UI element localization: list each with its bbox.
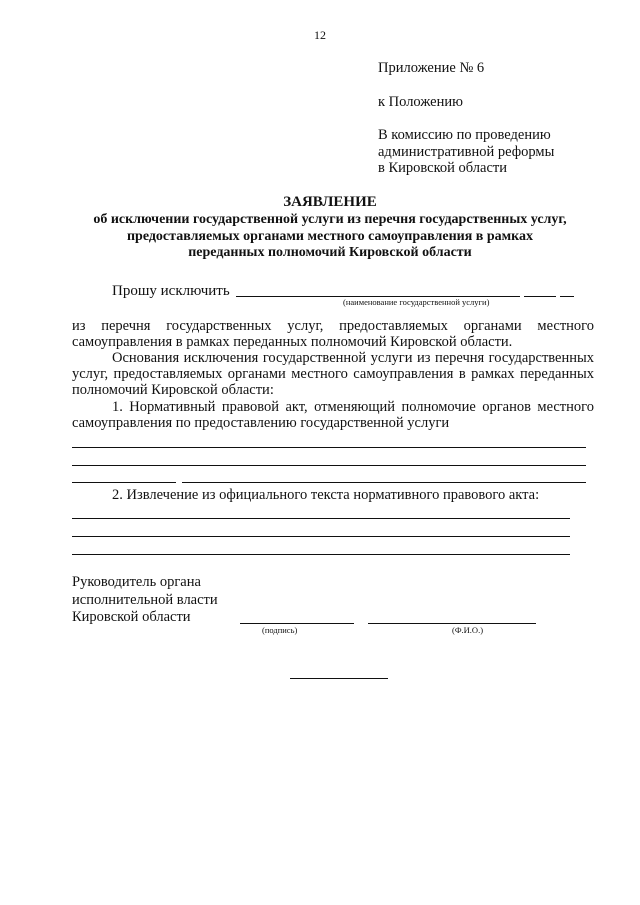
extract-field-line[interactable]: [72, 554, 570, 555]
full-name-caption: (Ф.И.О.): [452, 625, 484, 635]
document-title: [60, 192, 600, 262]
signature-caption: (подпись): [262, 625, 298, 635]
signature-field[interactable]: [240, 623, 354, 624]
appendix-label: Приложение № 6: [378, 60, 485, 76]
service-name-field-extra[interactable]: [560, 296, 574, 297]
title-subtitle-line: об исключении государственной услуги из перечня государственных услуг,: [93, 212, 567, 227]
addressee-block: [378, 127, 554, 177]
addressee-line: В комиссию по проведению: [378, 127, 551, 143]
extract-field-line[interactable]: [72, 518, 570, 519]
full-name-field[interactable]: [368, 623, 536, 624]
signatory-position: [72, 574, 218, 627]
service-name-field-extra[interactable]: [524, 296, 556, 297]
extract-field-line[interactable]: [72, 536, 570, 537]
request-continuation: из перечня государственных услуг, предоставляемых органами местного самоуправления в рамках переданных полномочий Кировской области.: [72, 318, 594, 350]
legal-act-field-line[interactable]: [72, 447, 586, 448]
grounds-item-2: 2. Извлечение из официального текста нормативного правового акта:: [112, 487, 540, 503]
signatory-position-line: Кировской области: [72, 609, 191, 625]
title-subtitle-line: предоставляемых органами местного самоуправления в рамках: [126, 228, 534, 244]
grounds-intro: Основания исключения государственной услуги из перечня государственных услуг, предоставляемых органами местного самоуправления в рамках переданных полномочий Кировской области:: [72, 350, 594, 398]
title-main: ЗАЯВЛЕНИЕ: [283, 194, 377, 210]
page-number: 12: [314, 28, 326, 42]
addressee-line: административной реформы: [378, 143, 555, 160]
legal-act-field-line[interactable]: [182, 482, 586, 483]
legal-act-field-line[interactable]: [72, 482, 176, 483]
request-label: Прошу исключить: [112, 283, 230, 299]
signatory-position-line: исполнительной власти: [72, 591, 218, 608]
signatory-position-line: Руководитель органа: [72, 574, 201, 590]
addressee-line: в Кировской области: [378, 160, 508, 176]
closing-divider: [290, 678, 388, 679]
legal-act-field-line[interactable]: [72, 465, 586, 466]
service-name-caption: (наименование государственной услуги): [343, 297, 490, 307]
grounds-item-1: 1. Нормативный правовой акт, отменяющий полномочие органов местного самоуправления по предоставлению государственной услуги: [72, 399, 594, 431]
title-subtitle-line: переданных полномочий Кировской области: [188, 245, 472, 260]
regulation-label: к Положению: [378, 94, 463, 110]
